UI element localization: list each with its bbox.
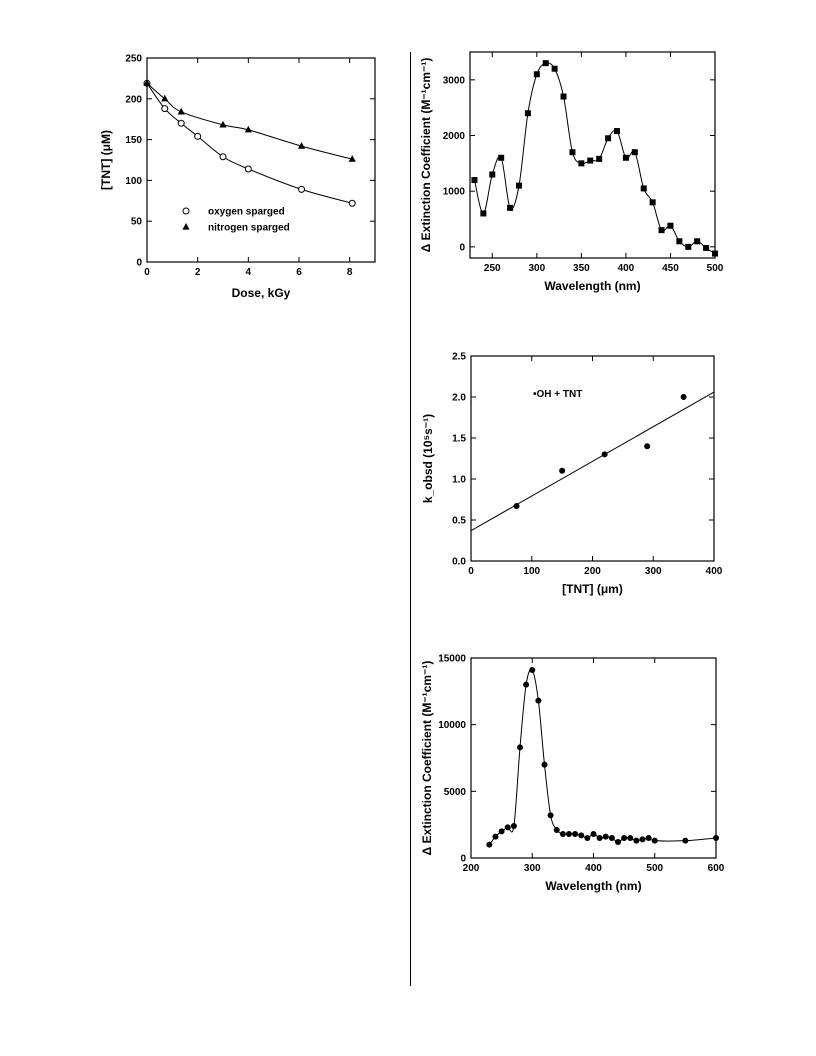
x-tick-label: 6 <box>296 267 302 278</box>
x-tick-label: 300 <box>523 863 541 874</box>
data-point <box>548 812 554 818</box>
y-axis-label: Δ Extinction Coefficient (M⁻¹cm⁻¹) <box>420 660 434 856</box>
data-point <box>591 831 597 837</box>
y-tick-label: 50 <box>130 216 142 228</box>
x-tick-label: 2 <box>194 267 201 278</box>
data-point <box>498 155 504 161</box>
x-tick-label: 4 <box>245 267 252 278</box>
data-point <box>471 177 477 183</box>
data-point <box>587 158 593 164</box>
data-point <box>676 238 682 244</box>
data-point <box>534 71 540 77</box>
data-point <box>584 835 590 841</box>
y-tick-label: 150 <box>125 135 142 147</box>
data-point <box>561 94 567 100</box>
legend-label: nitrogen sparged <box>208 222 290 234</box>
data-point <box>299 186 305 192</box>
data-point <box>682 838 688 844</box>
y-tick-label: 1.5 <box>452 433 466 445</box>
x-tick-label: 450 <box>662 263 679 274</box>
data-point <box>633 838 639 844</box>
fit-line <box>471 392 714 531</box>
y-tick-label: 0 <box>459 242 465 254</box>
data-point <box>713 835 719 841</box>
data-point <box>245 166 251 172</box>
y-tick-label: 0.0 <box>452 556 466 568</box>
data-point <box>514 503 520 509</box>
x-tick-label: 0 <box>468 566 474 577</box>
x-tick-label: 500 <box>706 263 724 274</box>
y-tick-label: 2.0 <box>452 392 466 404</box>
data-point <box>627 835 633 841</box>
data-point <box>597 835 603 841</box>
y-axis-label: k_obsd (10⁵s⁻¹) <box>421 413 435 504</box>
x-axis-label: Dose, kGy <box>231 286 291 300</box>
data-point <box>162 106 168 112</box>
legend-marker <box>183 208 189 214</box>
data-point <box>623 155 629 161</box>
plot-frame <box>471 356 714 561</box>
data-point <box>505 824 511 830</box>
y-tick-label: 0 <box>460 853 466 865</box>
y-axis-label: Δ Extinction Coefficient (M⁻¹cm⁻¹) <box>419 57 433 253</box>
data-point <box>596 156 602 162</box>
x-tick-label: 8 <box>346 267 353 278</box>
data-point <box>632 149 638 155</box>
data-point <box>542 762 548 768</box>
data-point <box>535 698 541 704</box>
y-tick-label: 1.0 <box>452 474 466 486</box>
data-point <box>650 199 656 205</box>
data-point <box>480 210 486 216</box>
data-point <box>644 443 650 449</box>
x-tick-label: 0 <box>144 267 150 278</box>
data-point <box>560 831 566 837</box>
data-point <box>559 468 565 474</box>
x-tick-label: 300 <box>528 263 546 274</box>
data-point <box>178 120 184 126</box>
x-axis-label: Wavelength (nm) <box>544 279 641 293</box>
data-point <box>712 251 718 257</box>
chart-kobs <box>421 352 723 597</box>
data-point <box>609 835 615 841</box>
data-point <box>614 128 620 134</box>
data-point <box>569 149 575 155</box>
x-tick-label: 350 <box>573 263 590 274</box>
data-point <box>615 839 621 845</box>
data-point <box>161 95 168 102</box>
data-point <box>667 223 673 229</box>
data-point <box>572 831 578 837</box>
data-point <box>605 135 611 141</box>
data-point <box>578 832 584 838</box>
data-point <box>681 394 687 400</box>
x-tick-label: 200 <box>462 863 480 874</box>
data-point <box>652 838 658 844</box>
y-axis-label: [TNT] (μM) <box>99 130 113 190</box>
x-tick-label: 250 <box>483 263 501 274</box>
x-tick-label: 400 <box>617 263 635 274</box>
x-tick-label: 100 <box>523 566 541 577</box>
y-tick-label: 2.5 <box>452 351 466 363</box>
series-line-0 <box>147 83 352 203</box>
data-point <box>220 154 226 160</box>
data-point <box>543 60 549 66</box>
x-tick-label: 400 <box>585 863 602 874</box>
x-tick-label: 300 <box>644 566 662 577</box>
data-point <box>349 200 355 206</box>
data-point <box>195 133 201 139</box>
data-point <box>507 205 513 211</box>
data-point <box>529 667 535 673</box>
data-point <box>659 227 665 233</box>
x-tick-label: 200 <box>584 566 601 577</box>
data-point <box>602 451 608 457</box>
plot-frame <box>470 52 715 258</box>
data-point <box>517 744 523 750</box>
data-point <box>640 836 646 842</box>
legend-marker <box>182 223 189 230</box>
y-tick-label: 250 <box>125 53 142 65</box>
data-point <box>703 245 709 251</box>
x-tick-label: 500 <box>646 863 664 874</box>
y-tick-label: 15000 <box>438 653 466 665</box>
y-tick-label: 2000 <box>442 131 465 143</box>
data-point <box>523 682 529 688</box>
data-point <box>694 238 700 244</box>
data-point <box>578 160 584 166</box>
data-point <box>554 827 560 833</box>
data-point <box>493 834 499 840</box>
data-point <box>566 831 572 837</box>
series-line-1 <box>147 83 352 159</box>
chart-spec1 <box>419 52 724 293</box>
x-axis-label: Wavelength (nm) <box>545 879 642 893</box>
series-line-0 <box>489 669 716 844</box>
data-point <box>685 244 691 250</box>
data-point <box>621 835 627 841</box>
y-tick-label: 5000 <box>443 786 466 798</box>
data-point <box>486 842 492 848</box>
y-tick-label: 1000 <box>442 186 465 198</box>
data-point <box>489 171 495 177</box>
data-point <box>646 835 652 841</box>
data-point <box>511 823 517 829</box>
data-point <box>641 185 647 191</box>
legend-label: oxygen sparged <box>208 206 285 218</box>
chart-dose <box>99 54 375 301</box>
data-point <box>552 66 558 72</box>
y-tick-label: 100 <box>125 175 142 187</box>
y-tick-label: 0.5 <box>452 515 466 527</box>
series-line-0 <box>474 63 715 254</box>
y-tick-label: 0 <box>136 257 142 269</box>
y-tick-label: 10000 <box>438 720 466 732</box>
x-tick-label: 400 <box>705 566 723 577</box>
y-tick-label: 200 <box>125 94 142 106</box>
data-point <box>499 828 505 834</box>
x-tick-label: 600 <box>707 863 725 874</box>
data-point <box>516 183 522 189</box>
chart-annotation: •OH + TNT <box>533 389 583 400</box>
y-tick-label: 3000 <box>442 75 465 87</box>
x-axis-label: [TNT] (μm) <box>562 582 623 596</box>
data-point <box>603 834 609 840</box>
data-point <box>525 110 531 116</box>
chart-spec2 <box>420 654 725 894</box>
